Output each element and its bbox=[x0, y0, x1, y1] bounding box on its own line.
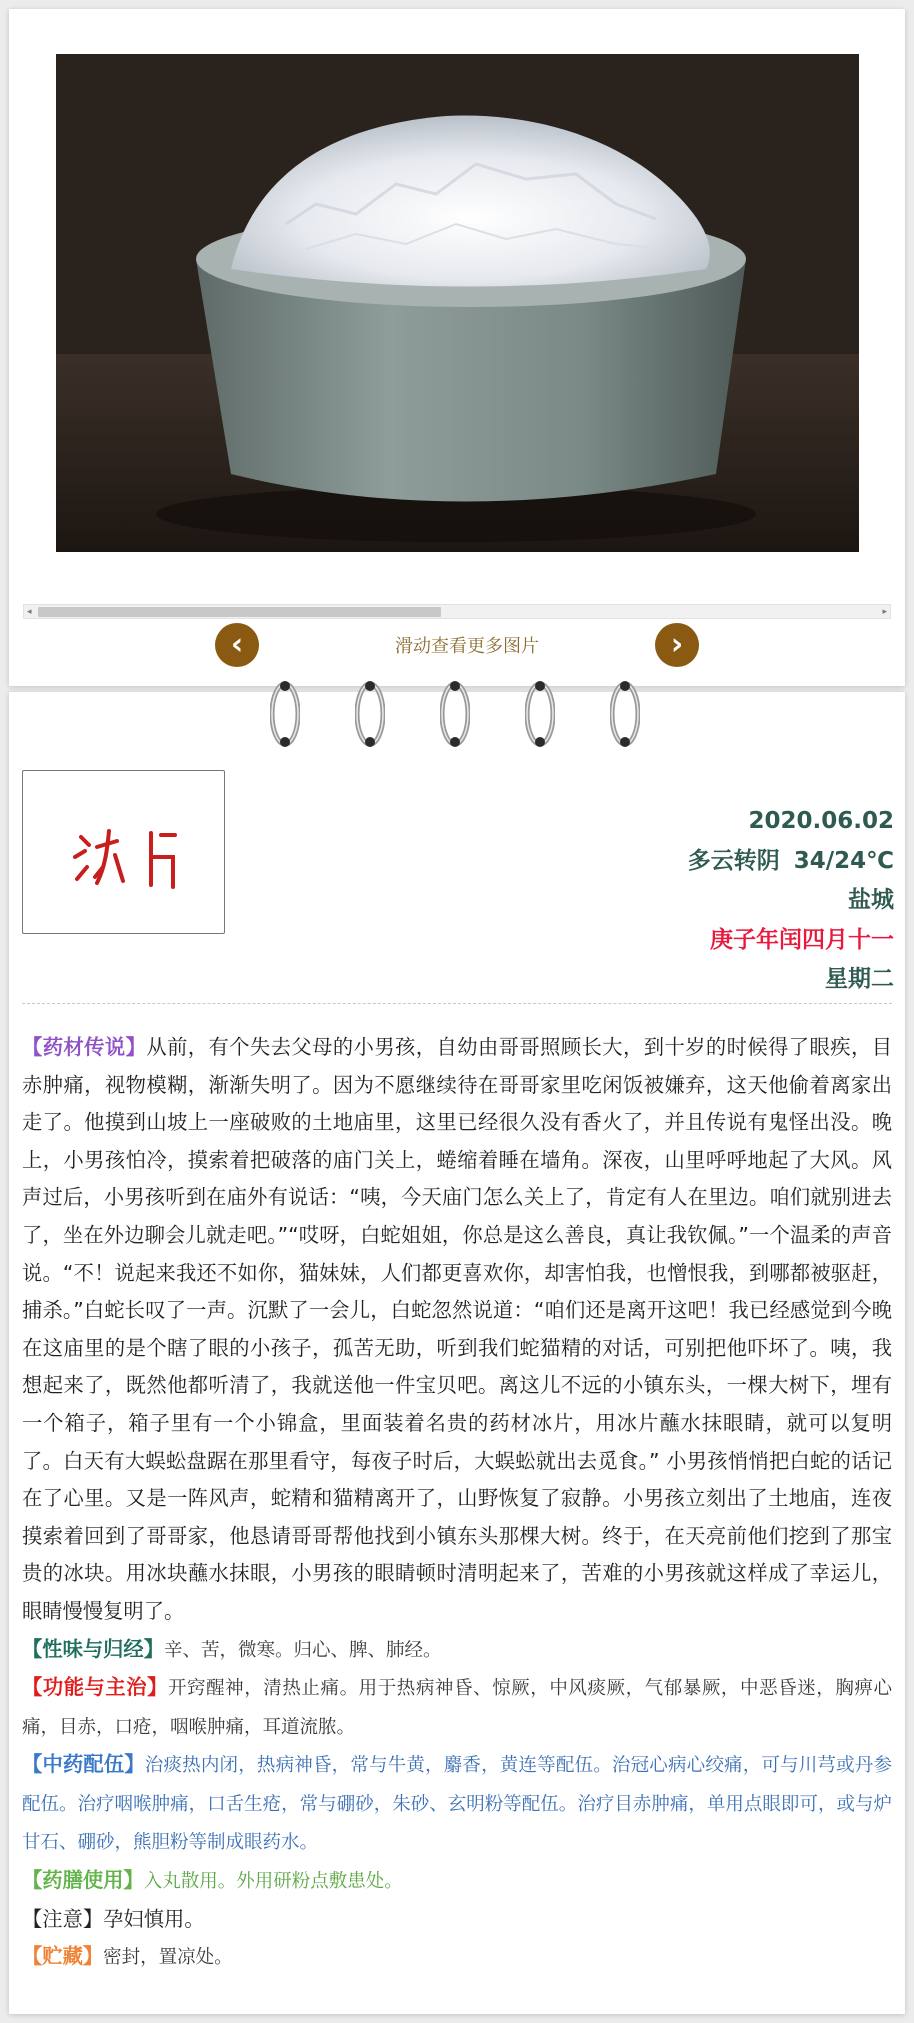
legend-text: 从前，有个失去父母的小男孩，自幼由哥哥照顾长大，到十岁的时候得了眼疾，目赤肿痛，视物模糊，渐渐失明了。因为不愿继续待在哥哥家里吃闲饭被嫌弃，这天他偷着离家出走了。他摸到山坡上一座破败的土地庙里，这里已经很久没有香火了，并且传说有鬼怪出没。晚上，小男孩怕冷，摸索着把破落的庙门关上，蜷缩着睡在墙角。深夜，山里呼呼地起了大风。风声过后，小男孩听到在庙外有说话：“咦，今天庙门怎么关上了，肯定有人在里边。咱们就别进去了，坐在外边聊会儿就走吧。”“哎呀，白蛇姐姐，你总是这么善良，真让我钦佩。”一个温柔的声音说。“不！说起来我还不如你，猫妹妹，人们都更喜欢你，却害怕我，也憎恨我，到哪都被驱赶，捕杀。”白蛇长叹了一声。沉默了一会儿，白蛇忽然说道：“咱们还是离开这吧！我已经感觉到今晚在这庙里的是个瞎了眼的小孩子，孤苦无助，听到我们蛇猫精的对话，可别把他吓坏了。咦，我想起来了，既然他都听清了，我就送他一件宝贝吧。离这儿不远的小镇东头，一棵大树下，埋有一个箱子，箱子里有一个小锦盒，里面装着名贵的药材冰片，用冰片蘸水抹眼睛，就可以复明了。白天有大蜈蚣盘踞在那里看守，每夜子时后，大蜈蚣就出去觅食。” 小男孩悄悄把白蛇的话记在了心里。又是一阵风声，蛇精和猫精离开了，山野恢复了寂静。小男孩立刻出了土地庙，连夜摸索着回到了哥哥家，他恳请哥哥帮他找到小镇东头那棵大树。终于，在天亮前他们挖到了那宝贵的冰块。用冰块蘸水抹眼，小男孩的眼睛顿时清明起来了，苦难的小男孩就这样成了幸运儿，眼睛慢慢复明了。 bbox=[22, 1035, 892, 1623]
combination-section bbox=[22, 1746, 892, 1862]
combination-tag: 【中药配伍】 bbox=[22, 1752, 145, 1777]
chevron-right-icon: › bbox=[670, 627, 684, 662]
function-section bbox=[22, 1669, 892, 1746]
city-text: 盐城 bbox=[848, 887, 894, 913]
binding-ring bbox=[525, 676, 555, 752]
function-tag: 【功能与主治】 bbox=[22, 1675, 168, 1700]
divider bbox=[22, 1003, 892, 1004]
nature-text: 辛、苦，微寒。归心、脾、肺经。 bbox=[163, 1639, 442, 1661]
lunar-date-text: 庚子年闰四月十一 bbox=[710, 926, 894, 953]
storage-tag: 【贮藏】 bbox=[22, 1944, 104, 1969]
nature-section bbox=[22, 1631, 892, 1670]
gallery-prev-button[interactable] bbox=[215, 623, 259, 667]
binding-ring bbox=[610, 676, 640, 752]
weather-line bbox=[534, 842, 894, 882]
binding-ring bbox=[355, 676, 385, 752]
nature-tag: 【性味与归经】 bbox=[22, 1636, 164, 1661]
binding-ring bbox=[270, 676, 300, 752]
storage-text: 密封，置凉处。 bbox=[103, 1947, 233, 1969]
scrollbar-thumb[interactable] bbox=[38, 607, 441, 617]
caution-section bbox=[22, 1901, 892, 1939]
temperature-text: 34/24℃ bbox=[793, 847, 894, 874]
gallery-next-button[interactable] bbox=[655, 623, 699, 667]
herb-seal bbox=[22, 770, 225, 934]
chevron-left-icon: ‹ bbox=[230, 627, 244, 662]
binding-ring bbox=[440, 676, 470, 752]
caution-text: 孕妇慎用。 bbox=[103, 1906, 205, 1931]
scroll-right-arrow-icon[interactable]: ▸ bbox=[882, 607, 887, 617]
legend-section bbox=[22, 1029, 892, 1631]
weekday-text: 星期二 bbox=[825, 966, 894, 992]
date-info bbox=[534, 802, 894, 1000]
herb-photo[interactable] bbox=[56, 54, 859, 552]
combination-text: 治痰热内闭，热病神昏，常与牛黄，麝香，黄连等配伍。治冠心病心绞痛，可与川芎或丹参配伍。治疗咽喉肿痛，口舌生疮，常与硼砂，朱砂、玄明粉等配伍。治疗目赤肿痛，单用点眼即可，或与炉甘石、硼砂，熊胆粉等制成眼药水。 bbox=[22, 1755, 892, 1854]
herb-content bbox=[22, 1029, 892, 1977]
gallery-scrollbar[interactable] bbox=[23, 604, 891, 619]
legend-tag: 【药材传说】 bbox=[22, 1035, 147, 1059]
diet-section bbox=[22, 1862, 892, 1901]
diet-text: 入丸散用。外用研粉点敷患处。 bbox=[143, 1871, 403, 1893]
storage-section bbox=[22, 1938, 892, 1977]
gallery-hint: 滑动查看更多图片 bbox=[395, 636, 539, 657]
date-text: 2020.06.02 bbox=[748, 808, 894, 834]
scroll-left-arrow-icon[interactable]: ◂ bbox=[27, 607, 32, 617]
caution-tag: 【注意】 bbox=[22, 1906, 104, 1931]
function-text: 开窍醒神，清热止痛。用于热病神昏、惊厥，中风痰厥，气郁暴厥，中恶昏迷，胸痹心痛，目赤，口疮，咽喉肿痛，耳道流脓。 bbox=[22, 1678, 892, 1738]
weather-text: 多云转阴 bbox=[687, 847, 780, 874]
diet-tag: 【药膳使用】 bbox=[22, 1868, 144, 1893]
